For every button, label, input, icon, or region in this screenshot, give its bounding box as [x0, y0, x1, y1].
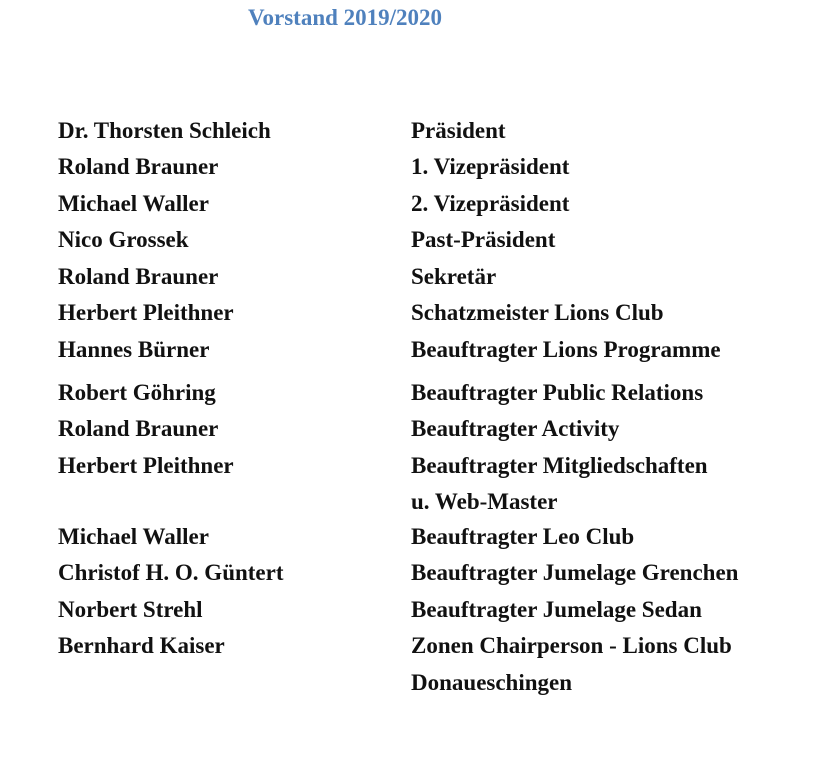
member-row: [0, 630, 835, 662]
page-title: Vorstand 2019/2020: [248, 5, 443, 30]
member-name: Norbert Strehl: [58, 597, 203, 622]
member-role: 1. Vizepräsident: [411, 154, 570, 179]
member-name: Hannes Bürner: [58, 337, 210, 362]
member-name: Michael Waller: [58, 191, 209, 216]
member-name: Herbert Pleithner: [58, 453, 234, 478]
member-name: Roland Brauner: [58, 154, 219, 179]
member-role: Sekretär: [411, 264, 497, 289]
member-name: Roland Brauner: [58, 264, 219, 289]
member-role: Zonen Chairperson - Lions Club: [411, 633, 732, 658]
member-role: Beauftragter Activity: [411, 416, 620, 441]
member-role: 2. Vizepräsident: [411, 191, 570, 216]
member-role: Donaueschingen: [411, 670, 573, 695]
member-row: [0, 334, 835, 366]
member-name: Dr. Thorsten Schleich: [58, 118, 271, 143]
member-row: [0, 115, 835, 147]
member-row: [0, 377, 835, 409]
member-row: [0, 594, 835, 626]
member-name: Herbert Pleithner: [58, 300, 234, 325]
member-row: [0, 261, 835, 293]
member-name: Nico Grossek: [58, 227, 189, 252]
member-name: Robert Göhring: [58, 380, 216, 405]
member-row: [0, 151, 835, 183]
member-role: Beauftragter Jumelage Sedan: [411, 597, 702, 622]
member-row: [0, 224, 835, 256]
member-role: u. Web-Master: [411, 489, 558, 514]
member-row: [0, 486, 835, 518]
member-row: [0, 297, 835, 329]
member-name: Bernhard Kaiser: [58, 633, 225, 658]
member-name: Christof H. O. Güntert: [58, 560, 284, 585]
member-role: Schatzmeister Lions Club: [411, 300, 664, 325]
member-role: Präsident: [411, 118, 506, 143]
member-row: [0, 521, 835, 553]
member-row: [0, 450, 835, 482]
member-name: Roland Brauner: [58, 416, 219, 441]
member-name: Michael Waller: [58, 524, 209, 549]
member-role: Beauftragter Public Relations: [411, 380, 704, 405]
member-row: [0, 188, 835, 220]
member-role: Beauftragter Mitgliedschaften: [411, 453, 708, 478]
member-row: [0, 413, 835, 445]
member-row: [0, 667, 835, 699]
member-row: [0, 557, 835, 589]
member-role: Beauftragter Jumelage Grenchen: [411, 560, 739, 585]
member-role: Past-Präsident: [411, 227, 556, 252]
member-role: Beauftragter Leo Club: [411, 524, 635, 549]
member-role: Beauftragter Lions Programme: [411, 337, 721, 362]
